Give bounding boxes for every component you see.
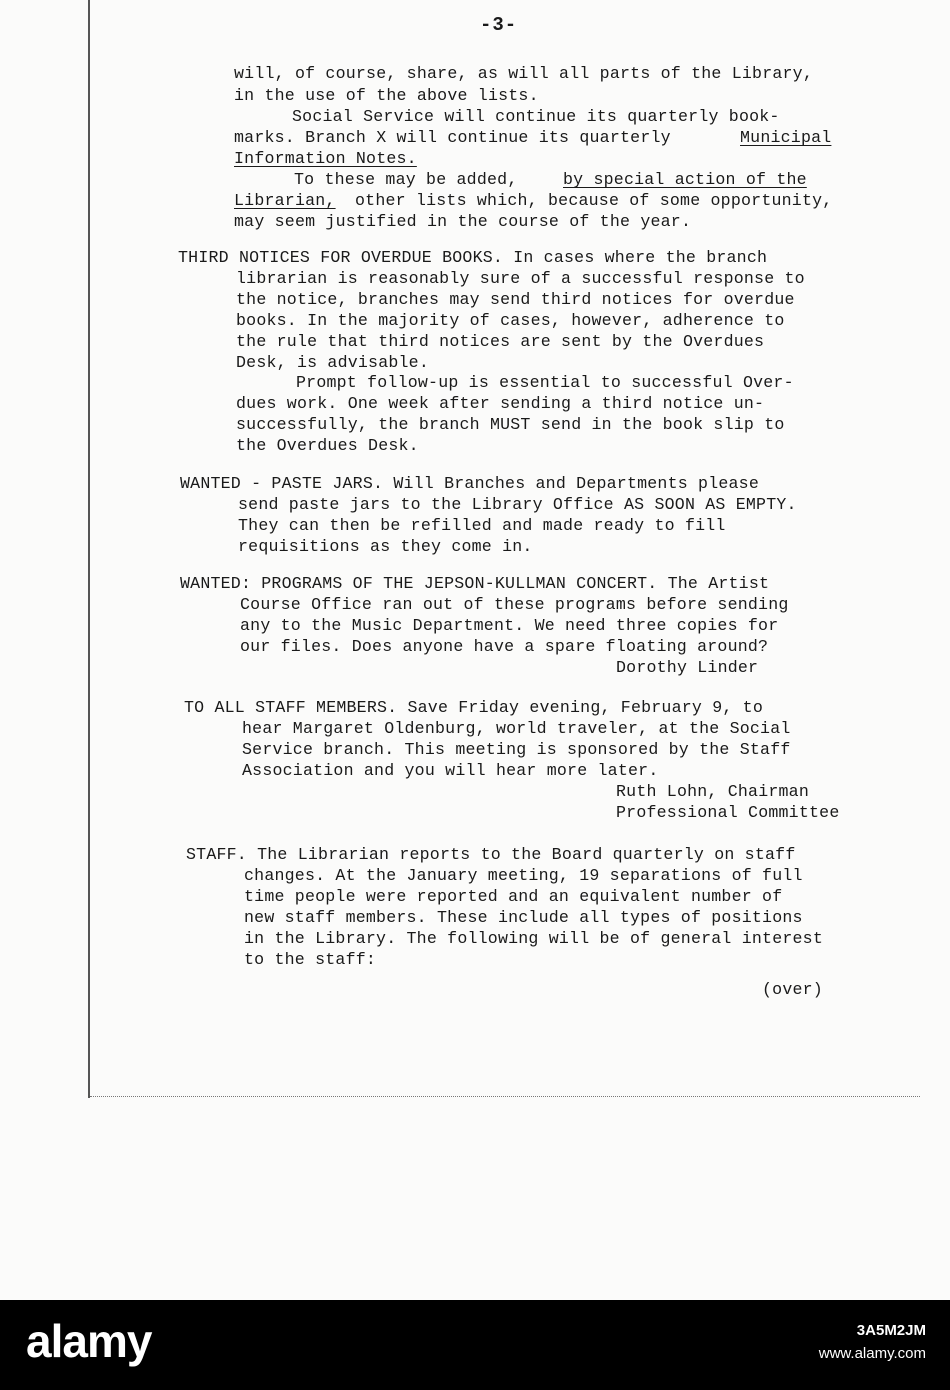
text-line: Prompt follow-up is essential to successful Over- bbox=[296, 373, 794, 392]
signature-name: Ruth Lohn, Chairman bbox=[616, 782, 809, 801]
text-line: in the use of the above lists. bbox=[234, 86, 539, 105]
section-heading-line: THIRD NOTICES FOR OVERDUE BOOKS. In cases where the branch bbox=[178, 248, 768, 267]
text-line: Social Service will continue its quarterly book- bbox=[292, 107, 780, 126]
text-line: successfully, the branch MUST send in the book slip to bbox=[236, 415, 785, 434]
text-line: our files. Does anyone have a spare floating around? bbox=[240, 637, 769, 656]
section-heading-line: WANTED - PASTE JARS. Will Branches and Departments please bbox=[180, 474, 759, 493]
section-heading-line: TO ALL STAFF MEMBERS. Save Friday evening, February 9, to bbox=[184, 698, 763, 717]
signature-name: Dorothy Linder bbox=[616, 658, 759, 677]
text-line: new staff members. These include all types of positions bbox=[244, 908, 803, 927]
stock-image-id: 3A5M2JM bbox=[856, 1322, 926, 1339]
text-line: the rule that third notices are sent by the Overdues bbox=[236, 332, 765, 351]
text-line-underlined: Municipal bbox=[740, 128, 832, 147]
text-line-underlined: Information Notes. bbox=[234, 149, 417, 168]
stock-url: www.alamy.com bbox=[818, 1345, 926, 1362]
text-line: Desk, is advisable. bbox=[236, 353, 429, 372]
text-line: time people were reported and an equivalent number of bbox=[244, 887, 783, 906]
page-continuation-note: (over) bbox=[762, 980, 823, 999]
text-line: any to the Music Department. We need three copies for bbox=[240, 616, 779, 635]
text-line: hear Margaret Oldenburg, world traveler, at the Social bbox=[242, 719, 791, 738]
text-line: the Overdues Desk. bbox=[236, 436, 419, 455]
text-line: other lists which, because of some opportunity, bbox=[355, 191, 833, 210]
section-heading-line: WANTED: PROGRAMS OF THE JEPSON-KULLMAN CONCERT. The Artist bbox=[180, 574, 770, 593]
text-line: books. In the majority of cases, however, adherence to bbox=[236, 311, 785, 330]
text-line: requisitions as they come in. bbox=[238, 537, 533, 556]
text-line: Association and you will hear more later. bbox=[242, 761, 659, 780]
text-line: They can then be refilled and made ready to fill bbox=[238, 516, 726, 535]
text-line-underlined: Librarian, bbox=[234, 191, 336, 210]
text-line: the notice, branches may send third notices for overdue bbox=[236, 290, 795, 309]
signature-title: Professional Committee bbox=[616, 803, 840, 822]
text-line: librarian is reasonably sure of a successful response to bbox=[236, 269, 805, 288]
text-line: will, of course, share, as will all parts of the Library, bbox=[234, 64, 813, 83]
text-line-underlined: by special action of the bbox=[563, 170, 807, 189]
text-line: send paste jars to the Library Office AS SOON AS EMPTY. bbox=[238, 495, 797, 514]
text-line: marks. Branch X will continue its quarterly bbox=[234, 128, 671, 147]
text-line: may seem justified in the course of the year. bbox=[234, 212, 692, 231]
text-line: Service branch. This meeting is sponsored by the Staff bbox=[242, 740, 791, 759]
text-line: Course Office ran out of these programs before sending bbox=[240, 595, 789, 614]
text-line: To these may be added, bbox=[294, 170, 518, 189]
section-heading-line: STAFF. The Librarian reports to the Board quarterly on staff bbox=[186, 845, 796, 864]
text-line: changes. At the January meeting, 19 separations of full bbox=[244, 866, 803, 885]
text-line: in the Library. The following will be of general interest bbox=[244, 929, 823, 948]
left-margin-line bbox=[88, 0, 90, 1098]
page-number: -3- bbox=[480, 14, 518, 36]
bottom-rule bbox=[90, 1096, 920, 1097]
text-line: dues work. One week after sending a third notice un- bbox=[236, 394, 765, 413]
stock-logo: alamy bbox=[26, 1315, 152, 1367]
text-line: to the staff: bbox=[244, 950, 377, 969]
